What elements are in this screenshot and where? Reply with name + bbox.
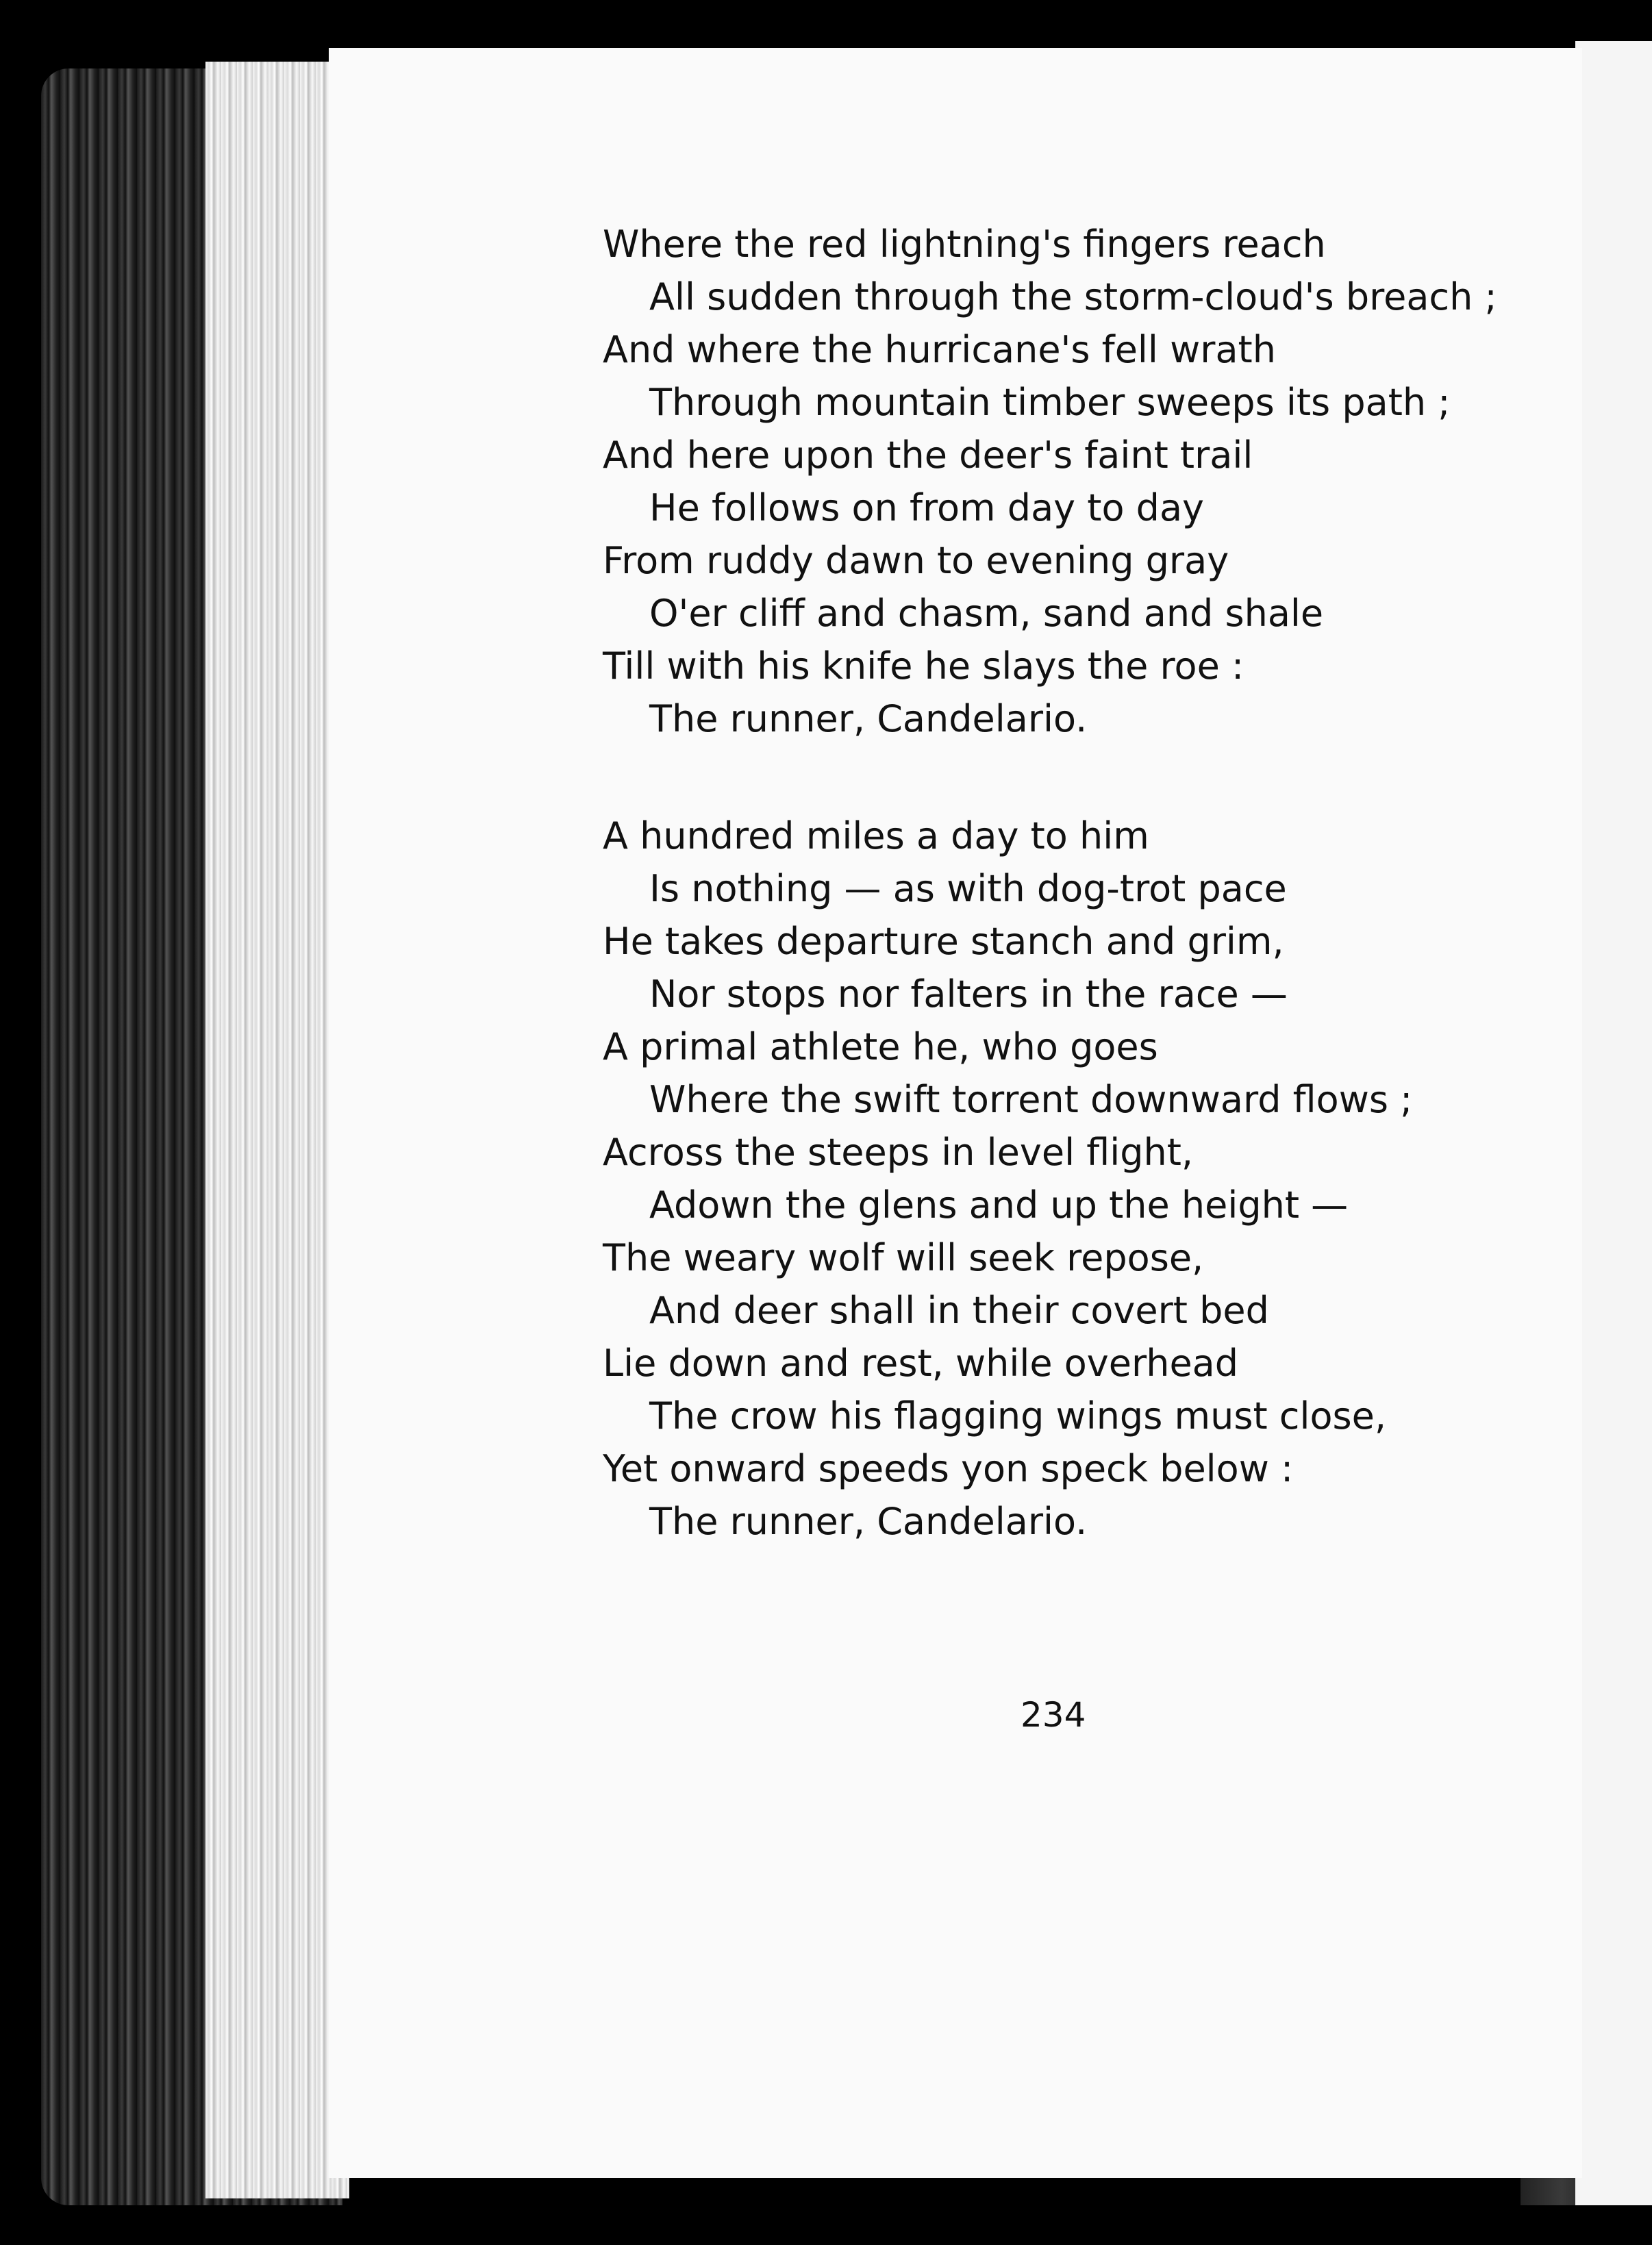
page-number: 234	[1021, 1695, 1086, 1735]
poem-line: The weary wolf will seek repose,	[603, 1236, 1204, 1279]
poem-line: Adown the glens and up the height —	[649, 1183, 1349, 1227]
poem-line: The runner, Candelario.	[649, 697, 1088, 740]
poem-line: And deer shall in their covert bed	[649, 1289, 1269, 1332]
poem-line: Where the red lightning's fingers reach	[603, 223, 1326, 266]
poem-line: And where the hurricane's fell wrath	[603, 328, 1276, 371]
poem-line: All sudden through the storm-cloud's breach ;	[649, 275, 1497, 318]
poem-line: Yet onward speeds yon speck below :	[603, 1447, 1294, 1490]
poem-line: O'er cliff and chasm, sand and shale	[649, 592, 1324, 635]
poem-line: Is nothing — as with dog-trot pace	[649, 867, 1287, 910]
poem-line: Lie down and rest, while overhead	[603, 1342, 1239, 1385]
poem-line: Across the steeps in level flight,	[603, 1131, 1194, 1174]
poem-line: Till with his knife he slays the roe :	[603, 644, 1244, 688]
poem-line: He takes departure stanch and grim,	[603, 920, 1284, 963]
page-stack-edges	[205, 62, 349, 2198]
poem-line: A primal athlete he, who goes	[603, 1025, 1158, 1068]
poem-line: Nor stops nor falters in the race —	[649, 973, 1288, 1016]
facing-page-edge	[1575, 41, 1652, 2205]
poem-line: And here upon the deer's faint trail	[603, 434, 1253, 477]
poem-line: The crow his flagging wings must close,	[649, 1394, 1387, 1438]
stanza	[603, 810, 1493, 1548]
poem-line: He follows on from day to day	[649, 486, 1204, 529]
stanza	[603, 218, 1497, 745]
stanza-break	[603, 745, 1493, 810]
poem-line: A hundred miles a day to him	[603, 814, 1149, 857]
poem-line: From ruddy dawn to evening gray	[603, 539, 1229, 582]
poem-text	[603, 218, 1497, 1548]
poem-line: The runner, Candelario.	[649, 1500, 1088, 1543]
poem-line: Through mountain timber sweeps its path ;	[649, 381, 1451, 424]
poem-line: Where the swift torrent downward flows ;	[649, 1078, 1413, 1121]
